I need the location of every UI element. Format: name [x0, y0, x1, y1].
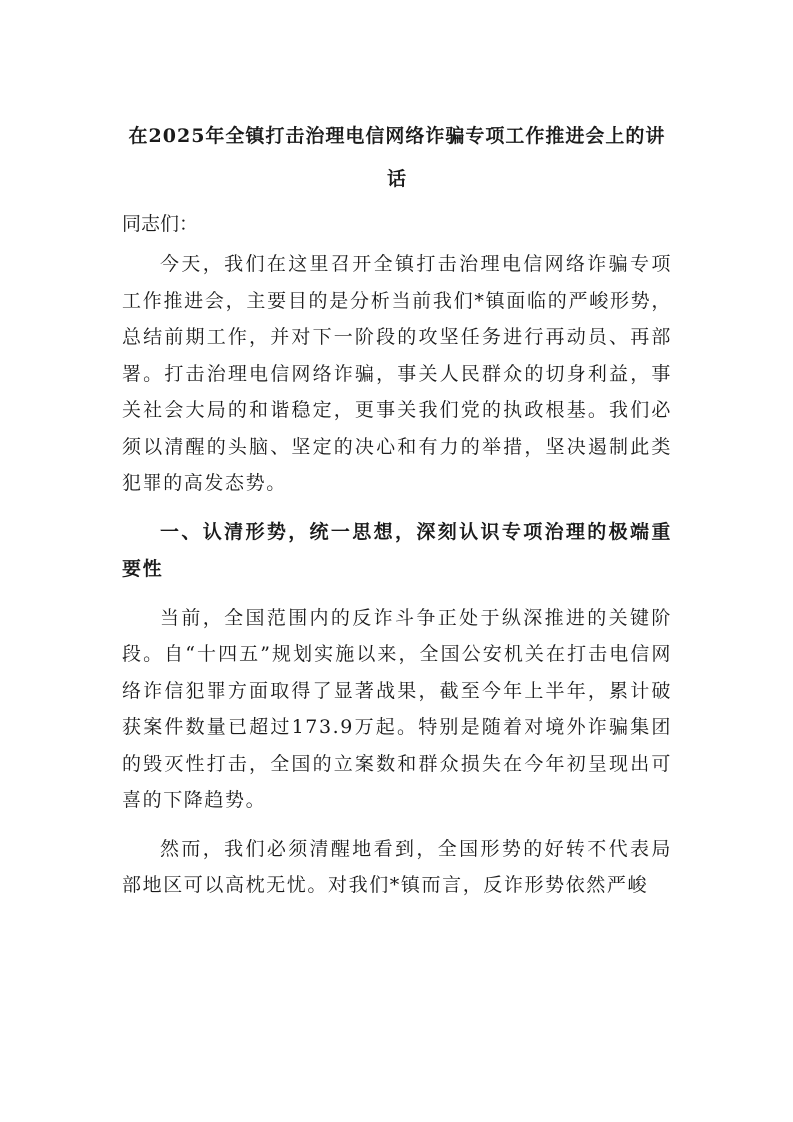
section-1-paragraph-1: 当前，全国范围内的反诈斗争正处于纵深推进的关键阶段。自“十四五”规划实施以来，全国公安机关在打击电信网络诈信犯罪方面取得了显著战果，截至今年上半年，累计破获案件数量已超过173.9万起。特别是随着对境外诈骗集团的毁灭性打击，全国的立案数和群众损失在今年初呈现出可喜的下降趋势。	[122, 606, 672, 811]
document-title: 在2025年全镇打击治理电信网络诈骗专项工作推进会上的讲话	[128, 125, 666, 190]
salutation: 同志们：	[122, 213, 199, 235]
section-heading-1: 一、认清形势，统一思想，深刻认识专项治理的极端重要性	[122, 520, 672, 580]
intro-paragraph: 今天，我们在这里召开全镇打击治理电信网络诈骗专项工作推进会，主要目的是分析当前我们*镇面临的严峻形势，总结前期工作，并对下一阶段的攻坚任务进行再动员、再部署。打击治理电信网络诈骗，事关人民群众的切身利益，事关社会大局的和谐稳定，更事关我们党的执政根基。我们必须以清醒的头脑、坚定的决心和有力的举措，坚决遏制此类犯罪的高发态势。	[122, 253, 672, 494]
document-page	[122, 115, 672, 916]
section-1-paragraph-2: 然而，我们必须清醒地看到，全国形势的好转不代表局部地区可以高枕无忧。对我们*镇而言，反诈形势依然严峻	[122, 837, 672, 896]
